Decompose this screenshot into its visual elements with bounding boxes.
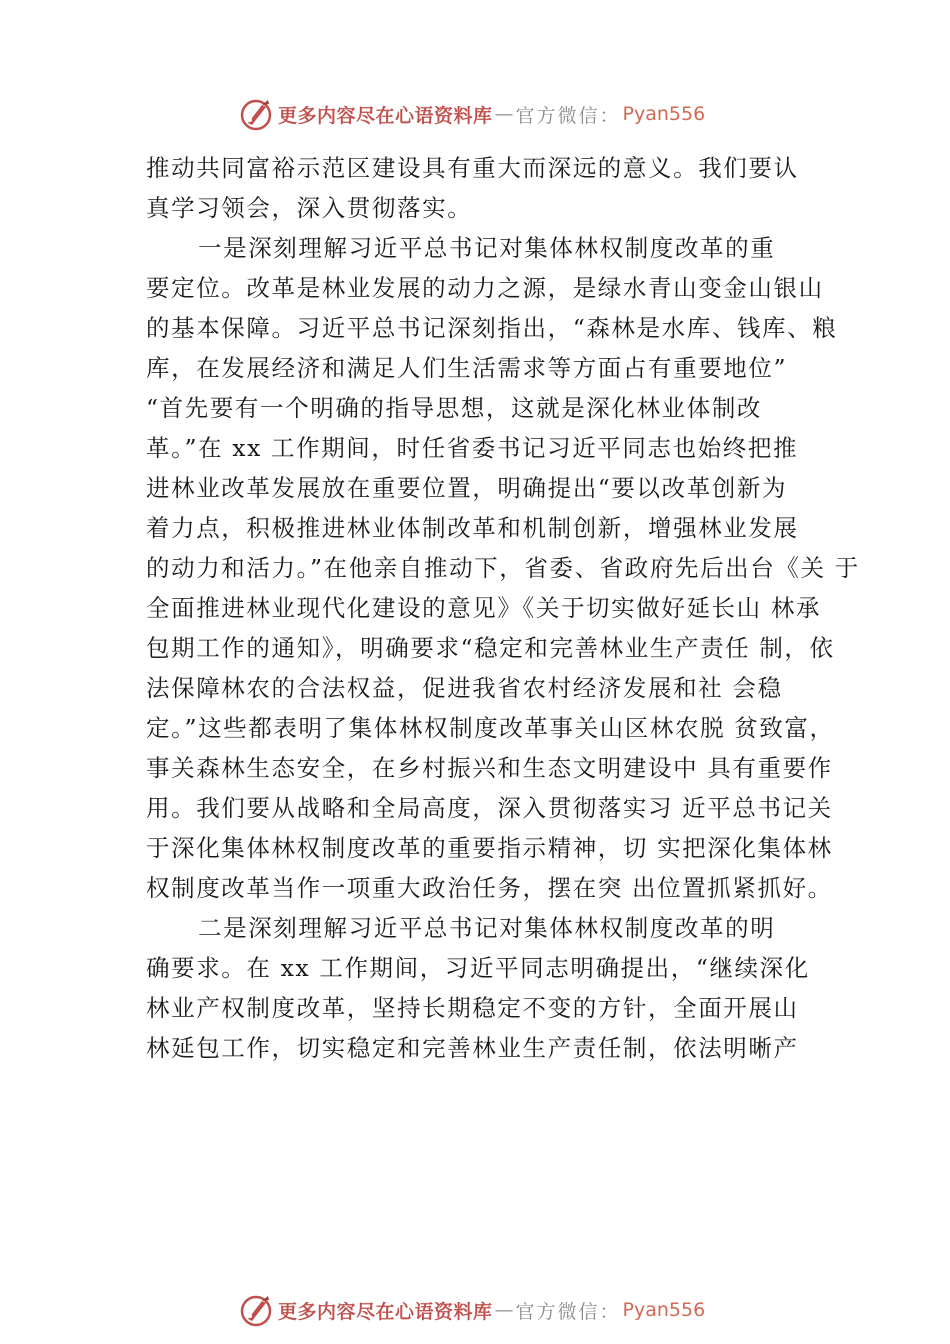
body-line: 要定位。改革是林业发展的动力之源，是绿水青山变金山银山 bbox=[146, 274, 824, 302]
body-line: 的动力和活力。”在他亲自推动下，省委、省政府先后出台《关 于 bbox=[146, 554, 860, 582]
body-line: 于深化集体林权制度改革的重要指示精神，切 实把深化集体林 bbox=[146, 834, 833, 862]
body-line: 一是深刻理解习近平总书记对集体林权制度改革的重 bbox=[198, 234, 776, 262]
watermark-dash: — bbox=[494, 103, 514, 125]
footer-watermark bbox=[238, 1290, 705, 1330]
body-line: 推动共同富裕示范区建设具有重大而深远的意义。我们要认 bbox=[146, 154, 799, 182]
header-watermark bbox=[238, 94, 705, 134]
body-line: 的基本保障。习近平总书记深刻指出，“森林是水库、钱库、粮 bbox=[146, 314, 838, 342]
watermark-label: 官方微信： bbox=[515, 1300, 621, 1323]
body-line: 全面推进林业现代化建设的意见》《关于切实做好延长山 林承 bbox=[146, 594, 822, 622]
quill-pen-logo-icon bbox=[238, 96, 274, 132]
body-line: 定。”这些都表明了集体林权制度改革事关山区林农脱 贫致富， bbox=[146, 714, 835, 742]
body-line: 真学习领会，深入贯彻落实。 bbox=[146, 194, 473, 222]
body-line: 着力点，积极推进林业体制改革和机制创新，增强林业发展 bbox=[146, 514, 799, 542]
body-line: 林业产权制度改革，坚持长期稳定不变的方针，全面开展山 bbox=[146, 994, 799, 1022]
quill-pen-logo-icon bbox=[238, 1292, 274, 1328]
body-line: 用。我们要从战略和全局高度，深入贯彻落实习 近平总书记关 bbox=[146, 794, 833, 822]
body-line: 包期工作的通知》，明确要求“稳定和完善林业生产责任 制，依 bbox=[146, 634, 835, 662]
body-line: 林延包工作，切实稳定和完善林业生产责任制，依法明晰产 bbox=[146, 1034, 799, 1062]
body-line: 确要求。在 xx 工作期间，习近平同志明确提出，“继续深化 bbox=[146, 954, 810, 982]
body-line: 法保障林农的合法权益，促进我省农村经济发展和社 会稳 bbox=[146, 674, 783, 702]
body-line: “首先要有一个明确的指导思想，这就是深化林业体制改 bbox=[146, 394, 763, 422]
watermark-handle: Pyan556 bbox=[622, 1299, 706, 1321]
body-line: 库，在发展经济和满足人们生活需求等方面占有重要地位” bbox=[146, 354, 788, 382]
body-line: 权制度改革当作一项重大政治任务，摆在突 出位置抓紧抓好。 bbox=[146, 874, 833, 902]
watermark-handle: Pyan556 bbox=[622, 103, 706, 125]
watermark-dash: — bbox=[494, 1299, 514, 1321]
body-line: 二是深刻理解习近平总书记对集体林权制度改革的明 bbox=[198, 914, 776, 942]
body-line: 革。”在 xx 工作期间，时任省委书记习近平同志也始终把推 bbox=[146, 434, 799, 462]
body-line: 进林业改革发展放在重要位置，明确提出“要以改革创新为 bbox=[146, 474, 788, 502]
watermark-brand: 更多内容尽在心语资料库 bbox=[278, 104, 493, 127]
watermark-brand: 更多内容尽在心语资料库 bbox=[278, 1300, 493, 1323]
body-line: 事关森林生态安全，在乡村振兴和生态文明建设中 具有重要作 bbox=[146, 754, 833, 782]
watermark-label: 官方微信： bbox=[515, 104, 621, 127]
